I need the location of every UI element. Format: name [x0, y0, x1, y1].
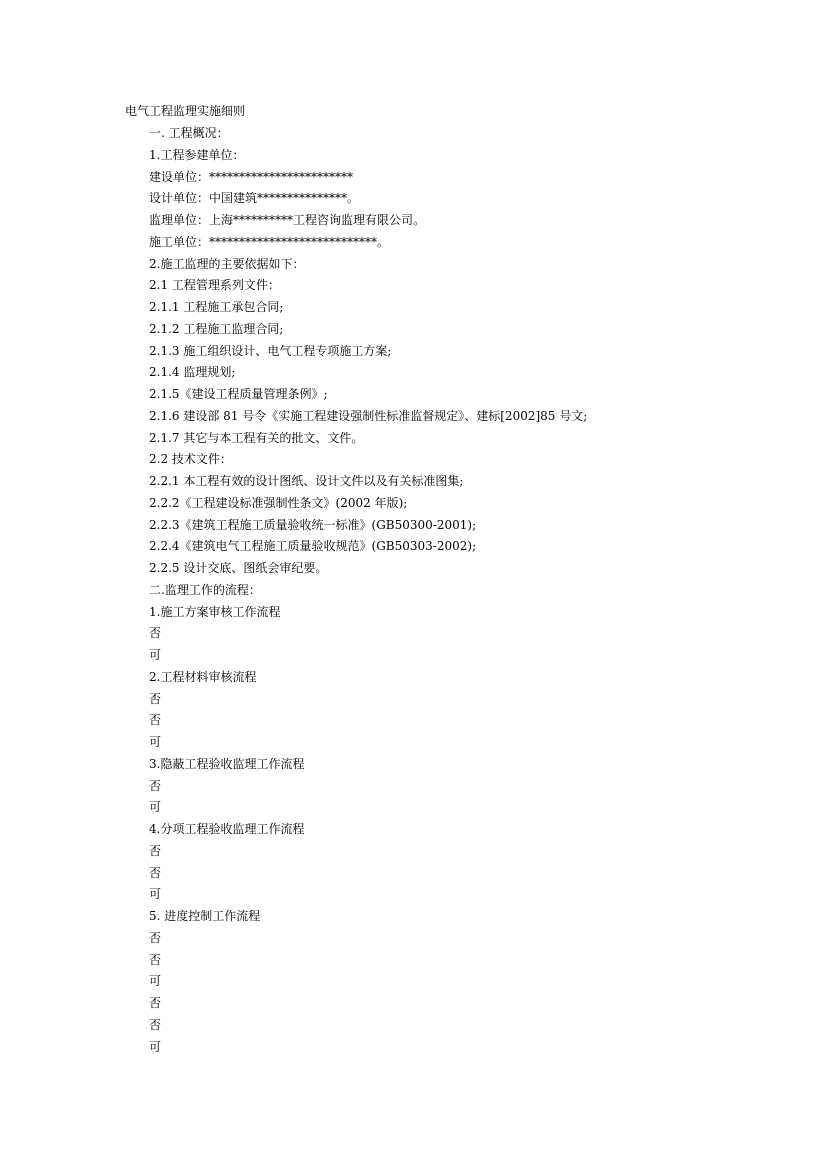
- document-line: 否: [149, 691, 162, 706]
- document-line: 设计单位：中国建筑***************。: [149, 191, 360, 206]
- document-line: 二.监理工作的流程：: [149, 582, 261, 597]
- document-line: 否: [149, 996, 162, 1010]
- document-line: 2.1 工程管理系列文件：: [149, 278, 280, 293]
- document-line: 5. 进度控制工作流程: [149, 909, 261, 923]
- document-line: 2.1.4 监理规划;: [149, 365, 236, 380]
- document-line: 2.施工监理的主要依据如下：: [149, 256, 305, 271]
- document-line: 1.施工方案审核工作流程: [149, 604, 281, 619]
- document-title: 电气工程监理实施细则: [125, 104, 246, 118]
- document-line: 2.1.1 工程施工承包合同;: [149, 300, 284, 314]
- document-line: 2.2.3《建筑工程施工质量验收统一标准》(GB50300-2001);: [149, 517, 477, 532]
- document-line: 2.2.2《工程建设标准强制性条文》(2002 年版);: [149, 495, 408, 510]
- document-line: 可: [149, 648, 162, 662]
- document-line: 2.2.1 本工程有效的设计图纸、设计文件以及有关标准图集;: [149, 474, 464, 488]
- document-line: 可: [149, 735, 162, 749]
- document-line: 3.隐蔽工程验收监理工作流程: [149, 756, 305, 771]
- document-line: 否: [149, 626, 162, 641]
- document-line: 2.2.5 设计交底、图纸会审纪要。: [149, 561, 328, 575]
- document-line: 否: [149, 952, 162, 967]
- document-line: 可: [149, 974, 162, 989]
- document-line: 可: [149, 1039, 162, 1054]
- document-line: 2.1.7 其它与本工程有关的批文、文件。: [149, 430, 364, 445]
- document-line: 建设单位：************************: [149, 169, 354, 184]
- document-line: 可: [149, 887, 162, 902]
- document-line: 4.分项工程验收监理工作流程: [149, 822, 305, 836]
- document-line: 2.1.5《建设工程质量管理条例》;: [149, 387, 328, 401]
- document-body: [149, 125, 587, 1060]
- document-line: 一. 工程概况：: [149, 126, 229, 140]
- document-line: 否: [149, 778, 162, 793]
- document-line: 2.1.6 建设部 81 号令《实施工程建设强制性标准监督规定》、建标[2002]85 号文;: [149, 408, 588, 423]
- document-line: 2.2 技术文件：: [149, 452, 232, 467]
- document-line: 2.1.3 施工组织设计、电气工程专项施工方案;: [149, 343, 392, 358]
- document-line: 2.1.2 工程施工监理合同;: [149, 321, 284, 336]
- document-line: 施工单位：****************************。: [149, 234, 390, 249]
- document-line: 1.工程参建单位：: [149, 147, 245, 162]
- document-line: 否: [149, 713, 162, 728]
- document-line: 可: [149, 800, 162, 815]
- document-line: 否: [149, 930, 162, 945]
- document-line: 否: [149, 843, 162, 858]
- document-line: 2.2.4《建筑电气工程施工质量验收规范》(GB50303-2002);: [149, 539, 477, 554]
- document-line: 否: [149, 1017, 162, 1032]
- document-line: 否: [149, 865, 162, 880]
- document-line: 监理单位：上海**********工程咨询监理有限公司。: [149, 213, 426, 227]
- document-line: 2.工程材料审核流程: [149, 669, 257, 684]
